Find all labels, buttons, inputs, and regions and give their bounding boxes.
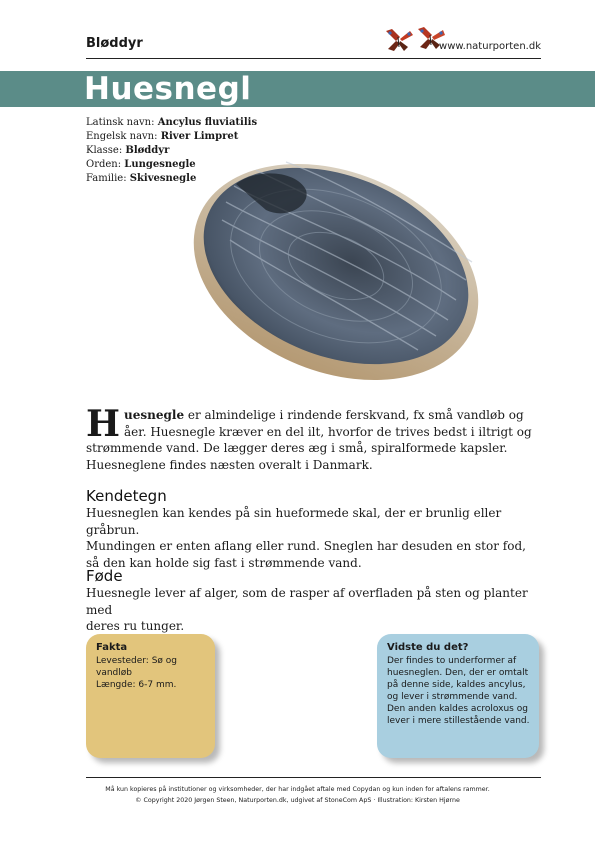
- vidste-line: lever i mere stillestående vand.: [387, 716, 530, 726]
- fakta-line: Levesteder: Sø og vandløb: [96, 656, 177, 678]
- footer: [40, 784, 555, 806]
- fakta-heading: Fakta: [96, 642, 128, 653]
- vidste-heading: Vidste du det?: [387, 642, 469, 653]
- foede-text: [86, 585, 532, 635]
- foede-line: deres ru tunger.: [86, 619, 185, 633]
- family-label: Familie:: [86, 173, 127, 184]
- class-value: Bløddyr: [125, 145, 170, 156]
- family-value: Skivesnegle: [129, 173, 197, 184]
- foede-line: Huesnegle lever af alger, som de rasper af overfladen på sten og planter med: [86, 586, 528, 617]
- latin-name-label: Latinsk navn:: [86, 117, 155, 128]
- vidste-line: Der findes to underformer af: [387, 656, 517, 666]
- foede-heading: Føde: [86, 567, 123, 585]
- order-value: Lungesnegle: [124, 159, 196, 170]
- class-label: Klasse:: [86, 145, 123, 156]
- fakta-line: Længde: 6-7 mm.: [96, 680, 177, 690]
- page-title: Huesnegl: [84, 71, 252, 107]
- footer-copyright: © Copyright 2020 Jørgen Steen, Naturporten.dk, udgivet af StoneCom ApS · Illustration: Kirsten Hjørne: [135, 797, 460, 804]
- vidste-line: og lever i strømmende vand.: [387, 692, 518, 702]
- kendetegn-line: så den kan holde sig fast i strømmende vand.: [86, 555, 362, 570]
- latin-name-value: Ancylus fluviatilis: [157, 117, 258, 128]
- category-label: Bløddyr: [86, 36, 143, 51]
- vidste-du-det-box: [377, 634, 539, 758]
- vidste-line: huesneglen. Den, der er omtalt: [387, 668, 529, 678]
- english-name-row: [86, 130, 257, 144]
- intro-lead: uesnegle: [124, 408, 185, 422]
- kendetegn-line: Mundingen er enten aflang eller rund. Sneglen har desuden en stor fod,: [86, 539, 526, 553]
- english-name-value: River Limpret: [160, 131, 239, 142]
- fakta-box: [86, 634, 215, 758]
- title-band: [0, 71, 595, 107]
- intro-paragraph: [86, 403, 532, 473]
- latin-name-row: [86, 116, 257, 130]
- butterfly-logo-icon: [384, 25, 446, 55]
- vidste-line: på denne side, kaldes ancylus,: [387, 680, 526, 690]
- limpet-shell-illustration: [186, 150, 482, 386]
- footer-license: Må kun kopieres på institutioner og virksomheder, der har indgået aftale med Copydan og kun inden for aftalens rammer.: [105, 786, 490, 793]
- footer-divider: [86, 777, 541, 778]
- intro-text: er almindelige i rindende ferskvand, fx små vandløb og åer. Huesnegle kræver en del ilt, hvorfor de trives bedst i iltrigt og strømmende vand. De lægger deres æg i små, spiralformede kapsler. Huesneglene findes næsten overalt i Danmark.: [86, 408, 532, 472]
- english-name-label: Engelsk navn:: [86, 131, 158, 142]
- kendetegn-line: Huesneglen kan kendes på sin hueformede skal, der er brunlig eller gråbrun.: [86, 506, 502, 537]
- website-link[interactable]: www.naturporten.dk: [439, 41, 541, 52]
- drop-cap: H: [86, 403, 121, 445]
- kendetegn-heading: Kendetegn: [86, 487, 167, 505]
- kendetegn-text: [86, 505, 532, 571]
- order-label: Orden:: [86, 159, 122, 170]
- header-divider: [86, 58, 541, 59]
- vidste-line: Den anden kaldes acroloxus og: [387, 704, 528, 714]
